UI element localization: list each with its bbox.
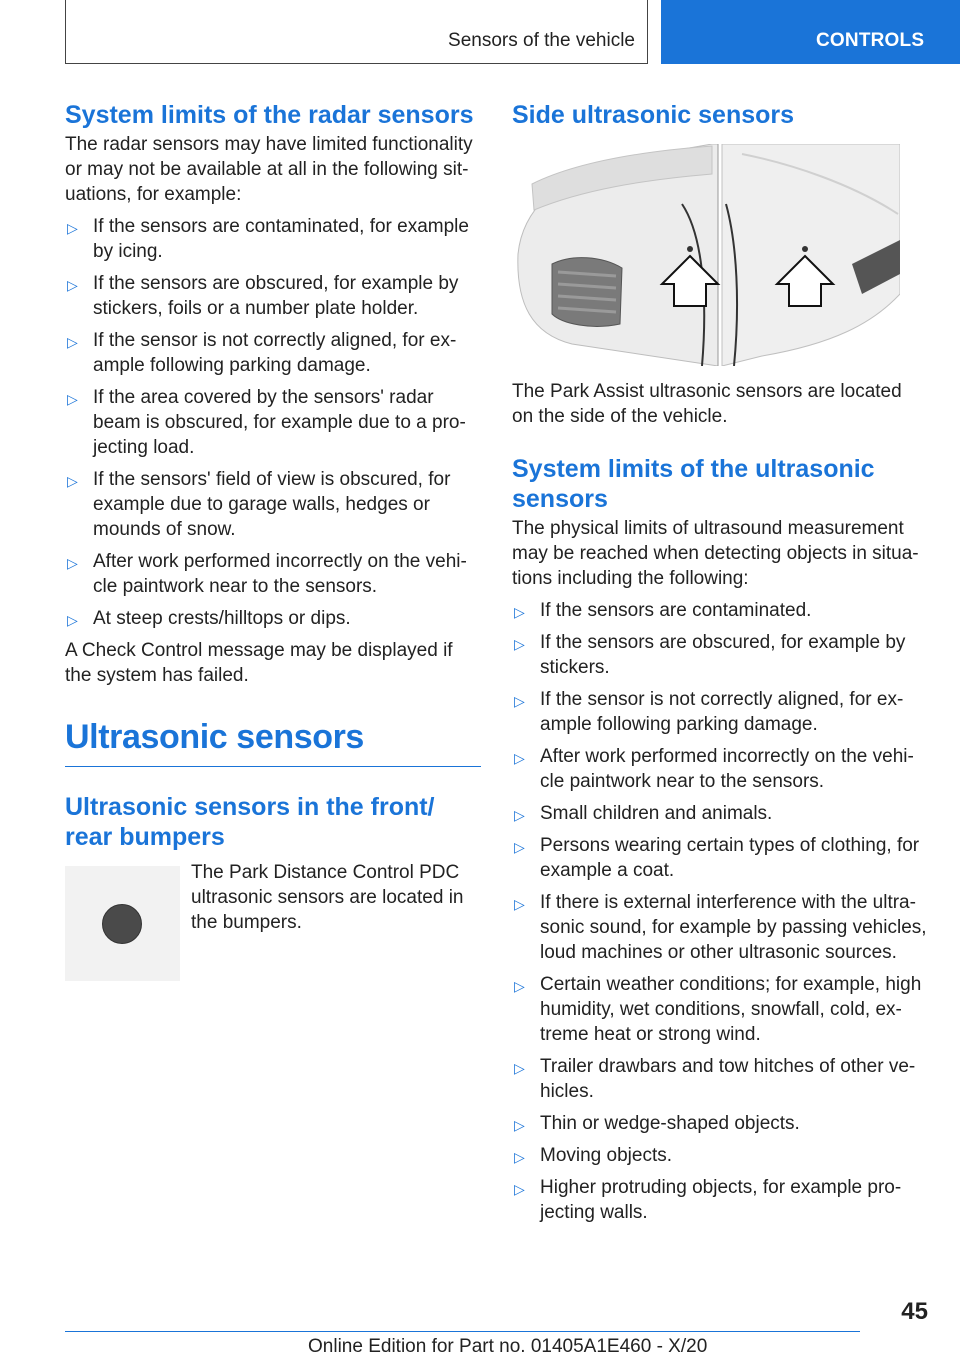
sensor-dot-icon xyxy=(102,904,142,944)
list-item xyxy=(65,549,481,599)
list-item xyxy=(512,598,928,623)
triangle-bullet-icon: ▷ xyxy=(67,612,78,628)
triangle-bullet-icon: ▷ xyxy=(514,604,525,620)
list-item-text: If the sensors are contaminated. xyxy=(540,600,812,621)
radar-outro-text: A Check Control message may be displayed if the system has failed. xyxy=(65,640,453,686)
list-item-text: After work performed incorrectly on the vehi-cle paintwork near to the sensors. xyxy=(93,551,467,597)
car-side-illustration xyxy=(512,144,900,366)
side-sensors-text: The Park Assist ultrasonic sensors are located on the side of the vehicle. xyxy=(512,381,902,427)
ultrasonic-limits-intro: The physical limits of ultrasound measurement may be reached when detecting objects in situa-tions including the following: xyxy=(512,518,919,589)
ultrasonic-limits-list xyxy=(512,598,928,1225)
header-chapter-tab xyxy=(661,0,960,64)
triangle-bullet-icon: ▷ xyxy=(514,896,525,912)
radar-limits-list xyxy=(65,214,481,631)
list-item-text: Thin or wedge-shaped objects. xyxy=(540,1113,800,1134)
triangle-bullet-icon: ▷ xyxy=(67,220,78,236)
list-item-text: If the sensors' field of view is obscured, for example due to garage walls, hedges or mounds of snow. xyxy=(93,469,451,540)
list-item xyxy=(65,385,481,460)
side-sensors-image xyxy=(512,144,900,366)
list-item xyxy=(512,1054,928,1104)
bumper-sensors-heading: Ultrasonic sensors in the front/ rear bumpers xyxy=(65,793,435,851)
list-item-text: If the sensors are contaminated, for example by icing. xyxy=(93,216,469,262)
list-item-text: At steep crests/hilltops or dips. xyxy=(93,608,351,629)
header-chapter-label: CONTROLS xyxy=(816,30,925,51)
list-item xyxy=(65,271,481,321)
list-item-text: If the sensors are obscured, for example by stickers. xyxy=(540,632,906,678)
list-item xyxy=(512,890,928,965)
list-item-text: If the sensors are obscured, for example by stickers, foils or a number plate holder. xyxy=(93,273,459,319)
footer-edition: Online Edition for Part no. 01405A1E460 - X/20 xyxy=(308,1336,708,1357)
triangle-bullet-icon: ▷ xyxy=(514,1149,525,1165)
list-item-text: If the sensor is not correctly aligned, for ex-ample following parking damage. xyxy=(93,330,457,376)
triangle-bullet-icon: ▷ xyxy=(514,636,525,652)
right-column xyxy=(512,100,928,1225)
triangle-bullet-icon: ▷ xyxy=(514,807,525,823)
list-item-text: If the area covered by the sensors' radar beam is obscured, for example due to a pro-jecting load. xyxy=(93,387,466,458)
list-item xyxy=(512,1175,928,1225)
pdc-description: The Park Distance Control PDC ultrasonic sensors are located in the bumpers. xyxy=(191,862,464,933)
header-section-title: Sensors of the vehicle xyxy=(448,30,635,51)
list-item xyxy=(65,467,481,542)
side-sensors-heading: Side ultrasonic sensors xyxy=(512,101,795,129)
list-item-text: Small children and animals. xyxy=(540,803,773,824)
list-item-text: Certain weather conditions; for example, high humidity, wet conditions, snowfall, cold, ex-treme heat or strong wind. xyxy=(540,974,922,1045)
triangle-bullet-icon: ▷ xyxy=(514,978,525,994)
triangle-bullet-icon: ▷ xyxy=(514,839,525,855)
header-section-box xyxy=(65,0,648,64)
triangle-bullet-icon: ▷ xyxy=(514,1060,525,1076)
list-item xyxy=(512,744,928,794)
radar-intro-text: The radar sensors may have limited functionality or may not be available at all in the following sit-uations, for example: xyxy=(65,134,473,205)
list-item-text: Moving objects. xyxy=(540,1145,673,1166)
list-item-text: Trailer drawbars and tow hitches of other ve-hicles. xyxy=(540,1056,916,1102)
pdc-sensor-image xyxy=(65,866,180,981)
list-item-text: If there is external interference with the ultra-sonic sound, for example by passing vehicles, loud machines or other ultrasonic sources. xyxy=(540,892,927,963)
heading-divider xyxy=(65,766,481,767)
ultrasonic-heading: Ultrasonic sensors xyxy=(65,718,364,756)
list-item xyxy=(512,1111,928,1136)
list-item xyxy=(65,606,481,631)
list-item xyxy=(65,214,481,264)
triangle-bullet-icon: ▷ xyxy=(514,750,525,766)
triangle-bullet-icon: ▷ xyxy=(67,334,78,350)
list-item-text: Persons wearing certain types of clothing, for example a coat. xyxy=(540,835,920,881)
triangle-bullet-icon: ▷ xyxy=(514,1181,525,1197)
list-item-text: After work performed incorrectly on the vehi-cle paintwork near to the sensors. xyxy=(540,746,914,792)
triangle-bullet-icon: ▷ xyxy=(67,277,78,293)
list-item xyxy=(512,630,928,680)
list-item-text: Higher protruding objects, for example pro-jecting walls. xyxy=(540,1177,902,1223)
left-column xyxy=(65,100,481,981)
triangle-bullet-icon: ▷ xyxy=(67,473,78,489)
list-item xyxy=(65,328,481,378)
footer-divider xyxy=(65,1331,860,1332)
radar-limits-heading: System limits of the radar sensors xyxy=(65,101,474,129)
triangle-bullet-icon: ▷ xyxy=(514,1117,525,1133)
page-number: 45 xyxy=(901,1298,928,1325)
ultrasonic-limits-heading: System limits of the ultrasonic sensors xyxy=(512,455,875,513)
list-item xyxy=(512,972,928,1047)
list-item-text: If the sensor is not correctly aligned, for ex-ample following parking damage. xyxy=(540,689,904,735)
list-item xyxy=(512,1143,928,1168)
triangle-bullet-icon: ▷ xyxy=(67,555,78,571)
pdc-row xyxy=(65,862,481,981)
list-item xyxy=(512,833,928,883)
triangle-bullet-icon: ▷ xyxy=(67,391,78,407)
list-item xyxy=(512,801,928,826)
triangle-bullet-icon: ▷ xyxy=(514,693,525,709)
list-item xyxy=(512,687,928,737)
